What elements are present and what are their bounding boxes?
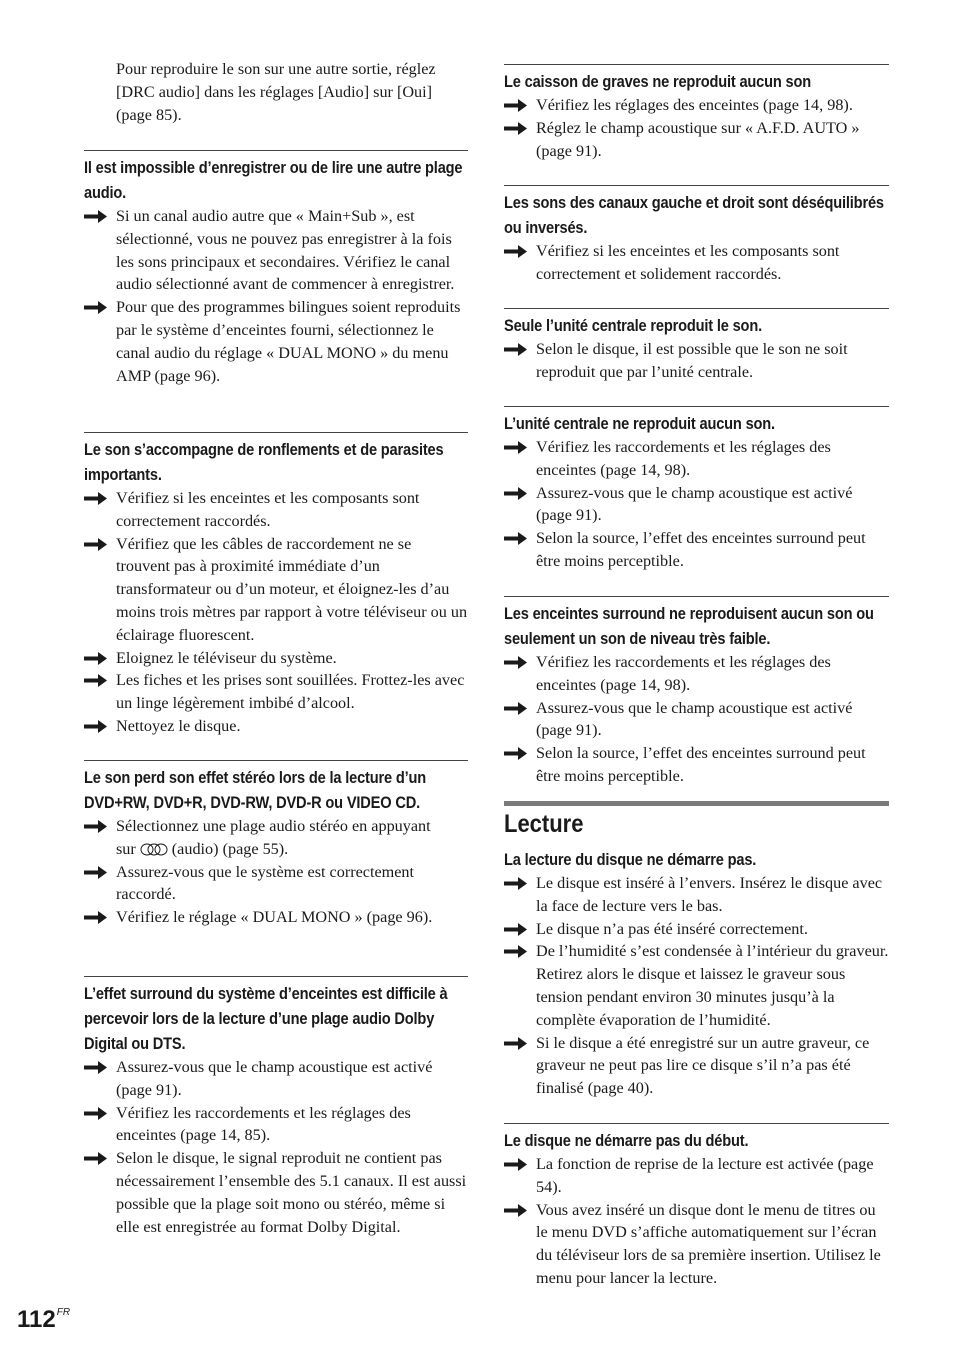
bullet-list bbox=[84, 205, 468, 387]
bullet-list bbox=[504, 872, 889, 1100]
list-item: Selon le disque, le signal reproduit ne contient pas nécessairement l’ensemble des 5.1 canaux. Il est aussi possible que la plage soit mono ou stéréo, même si elle est enregistrée au format Dolby Digital. bbox=[84, 1147, 468, 1238]
list-item: Le disque n’a pas été inséré correctement. bbox=[504, 918, 889, 941]
section-left-right-balance bbox=[504, 185, 889, 286]
section-center-only bbox=[504, 308, 889, 384]
bullet-list bbox=[84, 487, 468, 738]
section-title: Le son perd son effet stéréo lors de la lecture d’un DVD+RW, DVD+R, DVD-RW, DVD-R ou VIDEO CD. bbox=[84, 768, 427, 812]
bullet-list bbox=[504, 338, 889, 384]
list-item: Sélectionnez une plage audio stéréo en appuyant sur (audio) (page 55). bbox=[84, 815, 468, 861]
arrow-bullet-icon bbox=[84, 674, 107, 687]
arrow-bullet-icon bbox=[504, 532, 527, 545]
list-item: Vérifiez si les enceintes et les composants sont correctement et solidement raccordés. bbox=[504, 240, 889, 286]
section-title: Le disque ne démarre pas du début. bbox=[504, 1131, 749, 1150]
arrow-bullet-icon bbox=[84, 538, 107, 551]
list-item: La fonction de reprise de la lecture est activée (page 54). bbox=[504, 1153, 889, 1199]
arrow-bullet-icon bbox=[84, 820, 107, 833]
bullet-list bbox=[504, 436, 889, 573]
arrow-bullet-icon bbox=[84, 210, 107, 223]
section-surround-effect bbox=[84, 976, 468, 1238]
list-item: Vérifiez que les câbles de raccordement ne se trouvent pas à proximité immédiate d’un transformateur ou d’un moteur, et éloignez-les d’au moins trois mètres par rapport à votre téléviseur ou un éclairage fluorescent. bbox=[84, 533, 468, 647]
bullet-list bbox=[84, 815, 468, 929]
arrow-bullet-icon bbox=[504, 343, 527, 356]
arrow-bullet-icon bbox=[84, 492, 107, 505]
section-title: Les enceintes surround ne reproduisent aucun son ou seulement un son de niveau très faible. bbox=[504, 604, 874, 648]
page-suffix: FR bbox=[56, 1307, 71, 1318]
arrow-bullet-icon bbox=[504, 1158, 527, 1171]
list-item: Vérifiez le réglage « DUAL MONO » (page 96). bbox=[84, 906, 468, 929]
section-subwoofer bbox=[504, 64, 889, 162]
list-item: Vérifiez les réglages des enceintes (page 14, 98). bbox=[504, 94, 889, 117]
section-title: La lecture du disque ne démarre pas. bbox=[504, 850, 757, 869]
arrow-bullet-icon bbox=[84, 301, 107, 314]
list-item: Selon la source, l’effet des enceintes surround peut être moins perceptible. bbox=[504, 527, 889, 573]
list-item: Vérifiez si les enceintes et les composants sont correctement raccordés. bbox=[84, 487, 468, 533]
section-title: L’unité centrale ne reproduit aucun son. bbox=[504, 414, 775, 433]
arrow-bullet-icon bbox=[84, 866, 107, 879]
arrow-bullet-icon bbox=[504, 923, 527, 936]
section-title: Le son s’accompagne de ronflements et de parasites importants. bbox=[84, 440, 444, 484]
list-item: Nettoyez le disque. bbox=[84, 715, 468, 738]
arrow-bullet-icon bbox=[84, 652, 107, 665]
arrow-bullet-icon bbox=[84, 1061, 107, 1074]
list-item: Le disque est inséré à l’envers. Insérez le disque avec la face de lecture vers le bas. bbox=[504, 872, 889, 918]
list-item: Assurez-vous que le champ acoustique est activé (page 91). bbox=[84, 1056, 468, 1102]
arrow-bullet-icon bbox=[84, 1152, 107, 1165]
section-surround-no-sound bbox=[504, 596, 889, 788]
list-item: Vérifiez les raccordements et les réglages des enceintes (page 14, 98). bbox=[504, 436, 889, 482]
section-stereo-effect bbox=[84, 760, 468, 929]
list-item: Vous avez inséré un disque dont le menu de titres ou le menu DVD s’affiche automatiquement sur l’écran du téléviseur lors de sa première insertion. Utilisez le menu pour lancer la lecture. bbox=[504, 1199, 889, 1290]
list-item: Assurez-vous que le système est correctement raccordé. bbox=[84, 861, 468, 907]
list-item: Pour que des programmes bilingues soient reproduits par le système d’enceintes fourni, sélectionnez le canal audio du réglage « DUAL MONO » du menu AMP (page 96). bbox=[84, 296, 468, 387]
list-item: De l’humidité s’est condensée à l’intérieur du graveur. Retirez alors le disque et laissez le graveur sous tension pendant environ 30 minutes jusqu’à la complète évaporation de l’humidité. bbox=[504, 940, 889, 1031]
section-record-audio bbox=[84, 150, 468, 387]
arrow-bullet-icon bbox=[504, 945, 527, 958]
arrow-bullet-icon bbox=[504, 747, 527, 760]
arrow-bullet-icon bbox=[84, 1107, 107, 1120]
bullet-list bbox=[504, 94, 889, 162]
intro-paragraph: Pour reproduire le son sur une autre sortie, réglez [DRC audio] dans les réglages [Audio] sur [Oui] (page 85). bbox=[116, 60, 436, 124]
arrow-bullet-icon bbox=[504, 245, 527, 258]
section-title: Le caisson de graves ne reproduit aucun son bbox=[504, 72, 812, 91]
arrow-bullet-icon bbox=[504, 1037, 527, 1050]
section-title: Seule l’unité centrale reproduit le son. bbox=[504, 316, 762, 335]
list-item: Vérifiez les raccordements et les réglages des enceintes (page 14, 98). bbox=[504, 651, 889, 697]
bullet-list bbox=[504, 651, 889, 788]
list-item: Assurez-vous que le champ acoustique est activé (page 91). bbox=[504, 482, 889, 528]
page-number: $112^{FR}$ bbox=[17, 1306, 71, 1333]
list-item: Eloignez le téléviseur du système. bbox=[84, 647, 468, 670]
section-disc-not-from-start bbox=[504, 1123, 889, 1290]
arrow-bullet-icon bbox=[504, 656, 527, 669]
list-item: Selon la source, l’effet des enceintes surround peut être moins perceptible. bbox=[504, 742, 889, 788]
bullet-list bbox=[504, 1153, 889, 1290]
section-center-no-sound bbox=[504, 406, 889, 573]
arrow-bullet-icon bbox=[504, 877, 527, 890]
arrow-bullet-icon bbox=[504, 122, 527, 135]
list-item: Si le disque a été enregistré sur un autre graveur, ce graveur ne peut pas lire ce disque s’il n’a pas été finalisé (page 40). bbox=[504, 1032, 889, 1100]
list-item: Les fiches et les prises sont souillées. Frottez-les avec un linge légèrement imbibé d’alcool. bbox=[84, 669, 468, 715]
arrow-bullet-icon bbox=[84, 911, 107, 924]
list-item: Réglez le champ acoustique sur « A.F.D. AUTO » (page 91). bbox=[504, 117, 889, 163]
arrow-bullet-icon bbox=[504, 487, 527, 500]
section-title: Il est impossible d’enregistrer ou de lire une autre plage audio. bbox=[84, 158, 463, 202]
section-disc-not-start bbox=[504, 843, 889, 1100]
section-hum-noise bbox=[84, 432, 468, 738]
arrow-bullet-icon bbox=[504, 441, 527, 454]
arrow-bullet-icon bbox=[504, 99, 527, 112]
major-heading: Lecture bbox=[504, 810, 584, 838]
bullet-list bbox=[504, 240, 889, 286]
list-item: Assurez-vous que le champ acoustique est activé (page 91). bbox=[504, 697, 889, 743]
arrow-bullet-icon bbox=[84, 720, 107, 733]
section-title: L’effet surround du système d’enceintes est difficile à percevoir lors de la lecture d’une plage audio Dolby Digital ou DTS. bbox=[84, 984, 448, 1053]
arrow-bullet-icon bbox=[504, 702, 527, 715]
lecture-heading-block bbox=[504, 801, 889, 840]
section-title: Les sons des canaux gauche et droit sont déséquilibrés ou inversés. bbox=[504, 193, 884, 237]
list-item: Si un canal audio autre que « Main+Sub », est sélectionné, vous ne pouvez pas enregistrer à la fois les sons principaux et secondaires. Vérifiez le canal audio sélectionné avant de commencer à enregistrer. bbox=[84, 205, 468, 296]
list-item: Vérifiez les raccordements et les réglages des enceintes (page 14, 85). bbox=[84, 1102, 468, 1148]
bullet-list bbox=[84, 1056, 468, 1238]
audio-button-icon bbox=[140, 843, 168, 856]
list-item: Selon le disque, il est possible que le son ne soit reproduit que par l’unité centrale. bbox=[504, 338, 889, 384]
arrow-bullet-icon bbox=[504, 1204, 527, 1217]
